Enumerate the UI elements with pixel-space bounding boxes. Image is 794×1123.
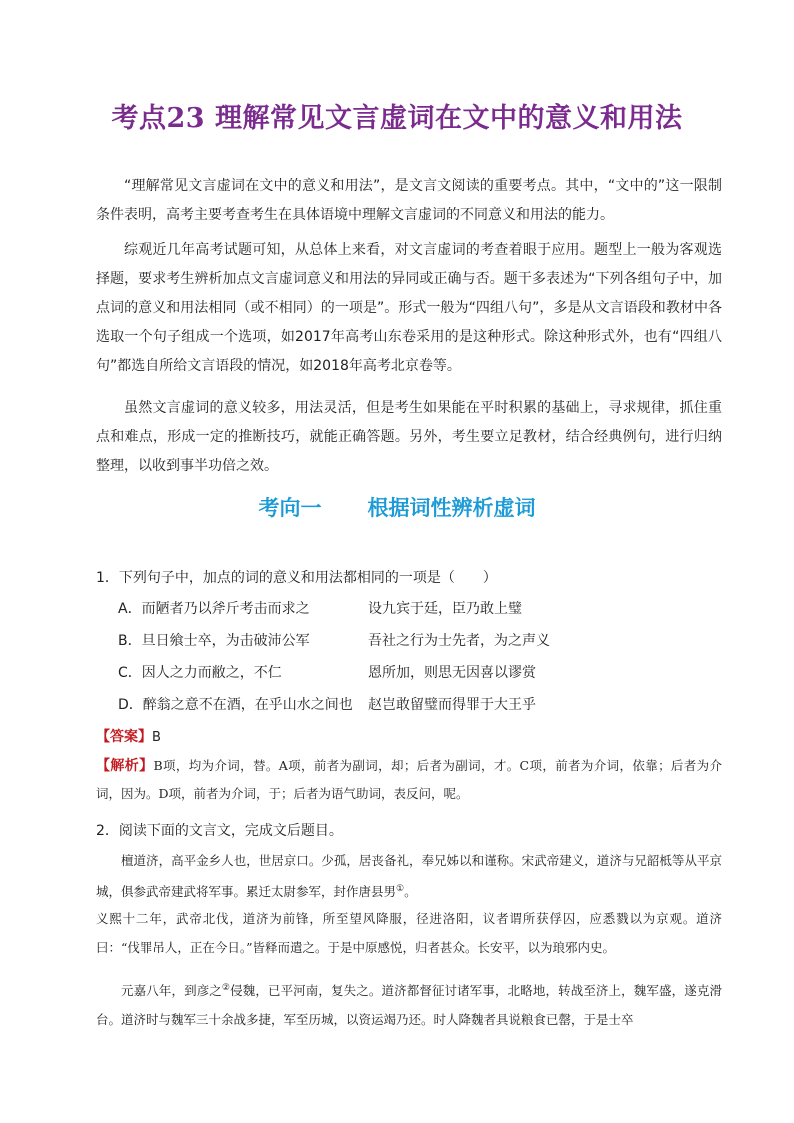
- question-2-stem: 2．阅读下面的文言文，完成文后题目。: [96, 823, 343, 839]
- page-title: 考点23 理解常见文言虚词在文中的意义和用法: [111, 103, 683, 134]
- section-label: 考向一: [258, 496, 322, 520]
- section-title: 根据词性辨析虚词: [367, 496, 536, 520]
- footnote-marker-2: ②: [221, 983, 231, 993]
- intro-paragraph-2: 综观近几年高考试题可知，从总体上来看，对文言虚词的考查着眼于应用。题型上一般为客观选择题，要求考生辨析加点文言虚词意义和用法的异同或正确与否。题干多表述为“下列各组句子中，加点词的意义和用法相同（或不相同）的一项是”。形式一般为“四组八句”，多是从文言语段和教材中各选取一个句子组成一个选项，如2017年高考山东卷采用的是这种形式。除这种形式外，也有“四组八句”都选自所给文言语段的情况，如2018年高考北京卷等。: [96, 242, 722, 374]
- footnote-marker-1: ①: [396, 884, 405, 894]
- option-d-right: 赵岂敢留璧而得罪于大王乎: [368, 697, 536, 713]
- option-a-right: 设九宾于廷，臣乃敢上璧: [368, 601, 522, 617]
- analysis-tag: 【解析】: [96, 758, 154, 774]
- option-a-left: A．而陋者乃以斧斤考击而求之: [118, 601, 310, 617]
- analysis-text: B项，均为介词，替。A项，前者为副词，却；后者为副词，才。C项，前者为介词，依靠；后者为介词，因为。D项，前者为介词，于；后者为语气助词，表反问，呢。: [96, 758, 723, 801]
- option-c-left: C．因人之力而敝之，不仁: [118, 665, 282, 681]
- intro-paragraph-3: 虽然文言虚词的意义较多，用法灵活，但是考生如果能在平时积累的基础上，寻求规律，抓住重点和难点，形成一定的推断技巧，就能正确答题。另外，考生要立足教材，结合经典例句，进行归纳整理，以收到事半功倍之效。: [96, 400, 722, 474]
- option-b-right: 吾社之行为士先者，为之声义: [368, 633, 550, 649]
- answer-line: [96, 726, 161, 746]
- passage-paragraph-3: 元嘉八年，到彦之②侵魏，已平河南，复失之。道济都督征讨诸军事，北略地，转战至济上，魏军盛，遂克滑台。道济时与魏军三十余战多捷，军至历城，以资运竭乃还。时人降魏者具说粮食已罄，于是士卒: [96, 983, 722, 1028]
- option-c-right: 恩所加，则思无因喜以谬赏: [368, 665, 536, 681]
- question-1-stem: 1．下列句子中，加点的词的意义和用法都相同的一项是（ ）: [96, 570, 497, 586]
- answer-tag: 【答案】: [96, 729, 152, 745]
- option-b-left: B．旦日飨士卒，为击破沛公军: [118, 633, 310, 649]
- option-d-left: D．醉翁之意不在酒，在乎山水之间也: [118, 697, 353, 713]
- answer-value: B: [152, 730, 161, 745]
- intro-paragraph-1: “理解常见文言虚词在文中的意义和用法”，是文言文阅读的重要考点。其中，“文中的”这一限制条件表明，高考主要考查考生在具体语境中理解文言虚词的不同意义和用法的能力。: [96, 178, 722, 223]
- section-heading: [0, 492, 794, 522]
- analysis-paragraph: [96, 752, 722, 807]
- passage-paragraph-1: 檀道济，高平金乡人也，世居京口。少孤，居丧备礼，奉兄姊以和谨称。宋武帝建义，道济与兄韶柢等从平京城，俱参武帝建武将军事。累迁太尉参军，封作唐县男①。: [96, 853, 722, 900]
- passage-paragraph-2: 义熙十二年，武帝北伐，道济为前锋，所至望风降服，径进洛阳，议者谓所获俘囚，应悉戮以为京观。道济曰：“伐罪吊人，正在今日。”皆释而遣之。于是中原感悦，归者甚众。长安平，以为琅邪内史。: [96, 911, 722, 955]
